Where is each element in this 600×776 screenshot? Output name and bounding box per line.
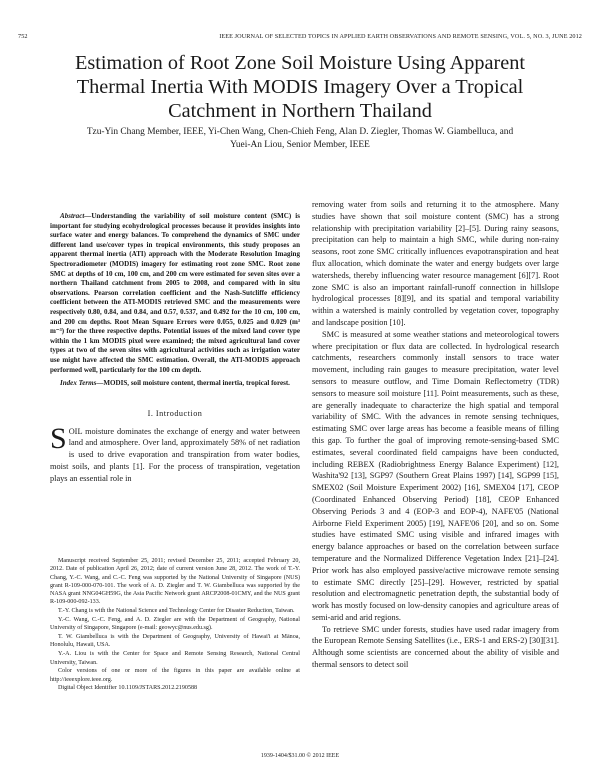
footnote-manuscript: Manuscript received September 25, 2011; revised December 25, 2011; accepted February 20, 2012. Date of publication April 26, 2012; date of current version June 28, 2012. The work of T.-Y. Chang, Y.-C. Wang, and C.-C. Feng was supported by the National University of Singapore (NUS) grant R-109-000-070-101. The work of A. D. Ziegler and T. W. Giambelluca was supported by the NASA grant NNG04GH59G, the Asia Pacific Network grant ARCP2008-01CMY, and the NUS grant R-109-000-092-133. xyxy=(50,558,300,606)
left-column xyxy=(50,212,300,485)
paper-title: Estimation of Root Zone Soil Moisture Using Apparent Thermal Inertia With MODIS Imagery Over a Tropical Catchment in Northern Thailand xyxy=(74,52,526,122)
right-column xyxy=(312,199,559,671)
body-paragraph-3: To retrieve SMC under forests, studies have used radar imagery from the European Remote Sensing Satellites (i.e., ERS-1 and ERS-2) [30][31]. Although some scientists are concerned about the ability of visible and thermal sensors to detect soil xyxy=(312,624,559,670)
copyright-line: 1939-1404/$31.00 © 2012 IEEE xyxy=(260,753,340,759)
footnote-affiliation-4: Y.-A. Liou is with the Center for Space and Remote Sensing Research, National Central University, Taiwan. xyxy=(50,651,300,666)
intro-paragraph xyxy=(50,421,300,485)
author-line-2: Yuei-An Liou, Senior Member, IEEE xyxy=(230,139,370,150)
footnotes xyxy=(50,557,300,693)
body-paragraph-1: removing water from soils and returning it to the atmosphere. Many studies have shown that soil moisture content (SMC) has a strong relationship with precipitation variability [2]–[5]. During rainy seasons, precipitation can help to maintain a high SMC, while during non-rainy seasons, root zone SMC critically influences evapotranspiration and heat flux allocation, which dominate the water and energy budgets over large watersheds, thereby influencing water resource management [6][7]. Root zone SMC is also an important rainfall-runoff connection in hillslope hydrological processes [8][9], and its spatial and temporal variability within a watershed is mainly controlled by vegetation cover, topography and landscape position [10]. xyxy=(312,200,559,327)
footnote-affiliation-3: T. W. Giambelluca is with the Department of Geography, University of Hawai'i at Mānoa, Honolulu, Hawaii, USA. xyxy=(50,634,300,649)
running-header xyxy=(18,33,582,45)
index-terms-label: Index Terms— xyxy=(60,379,104,388)
footnote-doi: Digital Object Identifier 10.1109/JSTARS.2012.2190588 xyxy=(58,685,198,692)
author-line-1: Tzu-Yin Chang Member, IEEE, Yi-Chen Wang, Chen-Chieh Feng, Alan D. Ziegler, Thomas W. Giambelluca, and xyxy=(86,127,514,137)
author-list xyxy=(40,126,560,151)
body-paragraph-2: SMC is measured at some weather stations and meteorological towers where precipitation or flux data are collected. In hydrological research catchments, researchers commonly install sensors to trace water movement, including rain gauges to measure precipitation, water level sensors to measure outflow, and Time Domain Reflectometry (TDR) sensors to measure soil moisture [11]. Point measurements, such as these, are generally inadequate to characterize the high spatial and temporal variability of SMC. With the advances in remote sensing techniques, estimating SMC over large areas has become a feasible means of filling this gap. To further the goal of improving remote-sensing-based SMC estimates, several coordinated field campaigns have been conducted, including REBEX (Radiobrightness Energy Balance Experiment) [12], Washita'92 [13], SGP97 (Southern Great Plains 1997) [14], SGP99 [15], SMEX02 (Soil Moisture Experiment 2002) [16], SMEX04 [17], CEOP (Coordinated Enhanced Observing Period) [18], CEOP Enhanced Observing Periods 3 and 4 (EOP-3 and EOP-4), NAFE'05 (National Airborne Field Experiment 2005) [19], NAFE'06 [20], and so on. Some studies have estimated SMC using visible and infrared images with energy balance approaches or based on the correlation between surface temperature and the Normalized Difference Vegetation Index [21]–[24]. Prior work has also employed passive/active microwave remote sensing to estimate SMC directly [25]–[29]. However, restricted by spatial resolution and electromagnetic penetration depth, the substantial body of work has mostly focused on low-density canopies and agriculture areas of semi-arid and arid regions. xyxy=(312,329,559,622)
abstract xyxy=(50,212,300,375)
footnote-affiliation-1: T.-Y. Chang is with the National Science and Technology Center for Disaster Reduction, Taiwan. xyxy=(58,608,295,615)
drop-cap: S xyxy=(50,421,67,455)
page-number: 752 xyxy=(18,33,28,40)
intro-paragraph-text: OIL moisture dominates the exchange of energy and water between land and atmosphere. Over land, approximately 58% of net radiation is used to drive evaporation and transpiration from water bodies, moist soils, and plants [1]. For the process of transpiration, vegetation plays an essential role in xyxy=(50,426,300,483)
index-terms-text: MODIS, soil moisture content, thermal inertia, tropical forest. xyxy=(103,379,290,388)
footnote-color: Color versions of one or more of the figures in this paper are available online at http://ieeexplore.ieee.org. xyxy=(50,668,300,683)
abstract-text: Understanding the variability of soil moisture content (SMC) is important for studying ecohydrological processes because it provides insights into surface water and energy balances. To comprehend the dynamics of SMC under different land use/cover types in tropical environments, this study proposes an apparent thermal inertia (ATI) approach with the Moderate Resolution Imaging Spectroradiometer (MODIS) imagery for estimating root zone SMC. Root zone SMC at depths of 10 cm, 100 cm, and 200 cm were estimated for seven sites over a northern Thailand catchment from 2005 to 2008, and compared with in situ observations. Pearson correlation coefficient and the Nash-Sutcliffe efficiency coefficient between the ATI-MODIS retrieved SMC and the measurements were respectively 0.80, 0.84, and 0.84, and 0.57, 0.537, and 0.492 for the 10 cm, 100 cm, and 200 cm depths. Root Mean Square Errors were 0.055, 0.025 and 0.029 (m³ m⁻³) for the three respective depths. Potential issues of the mixed land cover type within the 1 km MODIS pixel were examined; the mixed agricultural land cover types at two of the seven sites with agricultural activities such as irrigation water use might have affected the SMC estimation. Overall, the ATI-MODIS approach performed well, particularly for the 100 cm depth. xyxy=(50,212,300,374)
abstract-label: Abstract— xyxy=(60,212,92,220)
index-terms xyxy=(50,379,300,389)
section-heading: I. Introduction xyxy=(147,408,203,418)
journal-name: IEEE JOURNAL OF SELECTED TOPICS IN APPLIED EARTH OBSERVATIONS AND REMOTE SENSING, VOL. 5, NO. 3, JUNE 2012 xyxy=(219,33,582,40)
footnote-affiliation-2: Y.-C. Wang, C.-C. Feng, and A. D. Ziegler are with the Department of Geography, National University of Singapore, Singapore (e-mail: geowyc@nus.edu.sg). xyxy=(50,617,300,632)
